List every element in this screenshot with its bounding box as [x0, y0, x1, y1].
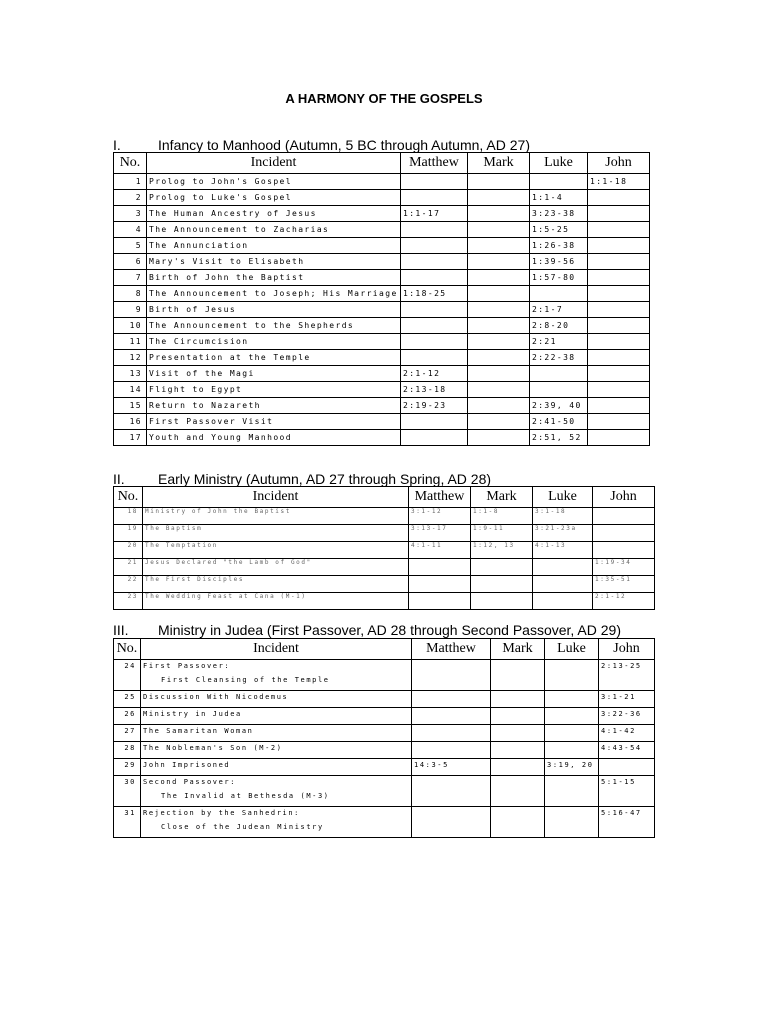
incident-cell: [141, 725, 412, 742]
matthew-ref: [401, 222, 468, 238]
row-number: 20: [114, 542, 143, 559]
luke-ref: [530, 366, 588, 382]
table-row: [114, 776, 655, 807]
incident-text: Prolog to Luke's Gospel: [149, 193, 292, 202]
luke-ref: [545, 708, 599, 725]
header-john: John: [599, 639, 655, 660]
header-no: No.: [114, 487, 143, 508]
incident-cell: [147, 270, 401, 286]
row-number: 17: [114, 430, 147, 446]
incident-text: Return to Nazareth: [149, 401, 261, 410]
table-row: [114, 190, 650, 206]
row-number: 25: [114, 691, 141, 708]
table-row: [114, 593, 655, 610]
luke-ref: 1:26-38: [530, 238, 588, 254]
incident-text: First Passover Visit: [149, 417, 274, 426]
incident-text: Second Passover:: [143, 778, 237, 786]
incident-cell: [141, 708, 412, 725]
john-ref: 4:1-42: [599, 725, 655, 742]
incident-text: The Baptism: [145, 525, 203, 532]
incident-text: The Samaritan Woman: [143, 727, 254, 735]
matthew-ref: [412, 776, 491, 807]
mark-ref: [491, 759, 545, 776]
matthew-ref: 3:1-12: [409, 508, 471, 525]
row-number: 26: [114, 708, 141, 725]
row-number: 15: [114, 398, 147, 414]
table-row: [114, 350, 650, 366]
table-row: [114, 382, 650, 398]
john-ref: 5:1-15: [599, 776, 655, 807]
john-ref: 1:1-18: [588, 174, 650, 190]
section-title: Early Ministry (Autumn, AD 27 through Spring, AD 28): [158, 471, 492, 487]
matthew-ref: 3:13-17: [409, 525, 471, 542]
john-ref: [588, 270, 650, 286]
incident-text: The Wedding Feast at Cana (M-1): [145, 593, 307, 600]
matthew-ref: [401, 302, 468, 318]
john-ref: [599, 759, 655, 776]
row-number: 10: [114, 318, 147, 334]
mark-ref: [468, 302, 530, 318]
matthew-ref: [401, 190, 468, 206]
luke-ref: 1:5-25: [530, 222, 588, 238]
table-row: [114, 318, 650, 334]
incident-cell: [147, 206, 401, 222]
row-number: 7: [114, 270, 147, 286]
header-mark: Mark: [491, 639, 545, 660]
john-ref: [588, 286, 650, 302]
incident-cell: [147, 350, 401, 366]
incident-subtext: The Invalid at Bethesda (M-3): [161, 792, 330, 800]
row-number: 12: [114, 350, 147, 366]
table-row: [114, 222, 650, 238]
row-number: 16: [114, 414, 147, 430]
table-row: [114, 525, 655, 542]
incident-cell: [143, 508, 409, 525]
table-row: [114, 725, 655, 742]
matthew-ref: [412, 807, 491, 838]
incident-text: The Announcement to the Shepherds: [149, 321, 355, 330]
incident-text: Prolog to John's Gospel: [149, 177, 292, 186]
row-number: 19: [114, 525, 143, 542]
luke-ref: 3:19, 20: [545, 759, 599, 776]
incident-text: The Human Ancestry of Jesus: [149, 209, 317, 218]
incident-cell: [147, 366, 401, 382]
matthew-ref: [409, 576, 471, 593]
incident-cell: [147, 238, 401, 254]
john-ref: [588, 238, 650, 254]
luke-ref: [530, 382, 588, 398]
incident-text: The Nobleman's Son (M-2): [143, 744, 283, 752]
table-row: [114, 270, 650, 286]
john-ref: [588, 254, 650, 270]
header-mark: Mark: [468, 153, 530, 174]
john-ref: [593, 525, 655, 542]
matthew-ref: [412, 725, 491, 742]
john-ref: 1:35-51: [593, 576, 655, 593]
incident-text: John Imprisoned: [143, 761, 231, 769]
incident-text: First Passover:: [143, 662, 231, 670]
header-matthew: Matthew: [401, 153, 468, 174]
luke-ref: 1:1-4: [530, 190, 588, 206]
luke-ref: [533, 593, 593, 610]
mark-ref: [471, 559, 533, 576]
mark-ref: [468, 334, 530, 350]
incident-text: Jesus Declared "the Lamb of God": [145, 559, 312, 566]
row-number: 24: [114, 660, 141, 691]
john-ref: 1:19-34: [593, 559, 655, 576]
table-row: [114, 691, 655, 708]
incident-text: The Annunciation: [149, 241, 249, 250]
table-row: [114, 807, 655, 838]
luke-ref: 3:23-38: [530, 206, 588, 222]
john-ref: 3:1-21: [599, 691, 655, 708]
incident-text: The Circumcision: [149, 337, 249, 346]
section-heading-1: [113, 137, 530, 153]
john-ref: [588, 430, 650, 446]
mark-ref: [491, 691, 545, 708]
mark-ref: [468, 270, 530, 286]
mark-ref: [471, 576, 533, 593]
mark-ref: 1:1-8: [471, 508, 533, 525]
row-number: 2: [114, 190, 147, 206]
john-ref: [588, 302, 650, 318]
table-row: [114, 254, 650, 270]
harmony-table-section-3: [113, 638, 655, 838]
luke-ref: [545, 742, 599, 759]
mark-ref: [491, 725, 545, 742]
row-number: 14: [114, 382, 147, 398]
header-matthew: Matthew: [409, 487, 471, 508]
incident-text: Mary's Visit to Elisabeth: [149, 257, 305, 266]
incident-subtext: Close of the Judean Ministry: [161, 823, 324, 831]
harmony-table-section-2: [113, 486, 655, 610]
incident-text: Youth and Young Manhood: [149, 433, 292, 442]
matthew-ref: [401, 318, 468, 334]
incident-cell: [143, 525, 409, 542]
john-ref: [588, 206, 650, 222]
john-ref: [588, 222, 650, 238]
table-row: [114, 414, 650, 430]
mark-ref: [468, 190, 530, 206]
table-row: [114, 174, 650, 190]
incident-text: Flight to Egypt: [149, 385, 243, 394]
header-incident: Incident: [143, 487, 409, 508]
luke-ref: 1:39-56: [530, 254, 588, 270]
row-number: 21: [114, 559, 143, 576]
luke-ref: [530, 286, 588, 302]
mark-ref: [491, 807, 545, 838]
table-row: [114, 430, 650, 446]
incident-cell: [147, 174, 401, 190]
matthew-ref: 1:1-17: [401, 206, 468, 222]
matthew-ref: [401, 270, 468, 286]
john-ref: [588, 382, 650, 398]
row-number: 11: [114, 334, 147, 350]
table-row: [114, 286, 650, 302]
john-ref: [588, 190, 650, 206]
header-incident: Incident: [141, 639, 412, 660]
matthew-ref: 2:19-23: [401, 398, 468, 414]
table-row: [114, 366, 650, 382]
matthew-ref: [409, 593, 471, 610]
incident-text: The Temptation: [145, 542, 218, 549]
matthew-ref: 14:3-5: [412, 759, 491, 776]
luke-ref: 2:41-50: [530, 414, 588, 430]
luke-ref: 2:1-7: [530, 302, 588, 318]
table-row: [114, 302, 650, 318]
row-number: 22: [114, 576, 143, 593]
table-row: [114, 334, 650, 350]
section-number: II.: [113, 471, 125, 487]
row-number: 31: [114, 807, 141, 838]
incident-cell: [147, 254, 401, 270]
matthew-ref: [412, 660, 491, 691]
row-number: 23: [114, 593, 143, 610]
table-row: [114, 238, 650, 254]
incident-cell: [147, 414, 401, 430]
row-number: 6: [114, 254, 147, 270]
mark-ref: [491, 742, 545, 759]
matthew-ref: [412, 691, 491, 708]
document-title: A HARMONY OF THE GOSPELS: [285, 91, 483, 106]
row-number: 8: [114, 286, 147, 302]
matthew-ref: [401, 174, 468, 190]
row-number: 18: [114, 508, 143, 525]
mark-ref: [468, 366, 530, 382]
section-title: Ministry in Judea (First Passover, AD 28 through Second Passover, AD 29): [158, 622, 621, 638]
john-ref: 4:43-54: [599, 742, 655, 759]
incident-cell: [147, 430, 401, 446]
row-number: 1: [114, 174, 147, 190]
header-john: John: [593, 487, 655, 508]
john-ref: [593, 542, 655, 559]
mark-ref: [468, 206, 530, 222]
incident-cell: [141, 691, 412, 708]
matthew-ref: [409, 559, 471, 576]
luke-ref: 2:22-38: [530, 350, 588, 366]
john-ref: [588, 334, 650, 350]
mark-ref: [468, 174, 530, 190]
luke-ref: 2:39, 40: [530, 398, 588, 414]
luke-ref: [545, 725, 599, 742]
incident-cell: [147, 318, 401, 334]
header-no: No.: [114, 153, 147, 174]
incident-text: Discussion With Nicodemus: [143, 693, 289, 701]
luke-ref: 2:21: [530, 334, 588, 350]
mark-ref: 1:9-11: [471, 525, 533, 542]
row-number: 29: [114, 759, 141, 776]
john-ref: [588, 318, 650, 334]
incident-cell: [147, 382, 401, 398]
incident-cell: [141, 742, 412, 759]
mark-ref: [468, 382, 530, 398]
mark-ref: 1:12, 13: [471, 542, 533, 559]
incident-text: Presentation at the Temple: [149, 353, 311, 362]
section-number: III.: [113, 622, 129, 638]
matthew-ref: [401, 414, 468, 430]
row-number: 4: [114, 222, 147, 238]
john-ref: 2:13-25: [599, 660, 655, 691]
john-ref: [593, 508, 655, 525]
matthew-ref: [401, 350, 468, 366]
incident-cell: [141, 776, 412, 807]
row-number: 27: [114, 725, 141, 742]
row-number: 30: [114, 776, 141, 807]
mark-ref: [468, 254, 530, 270]
incident-cell: [147, 190, 401, 206]
table-row: [114, 206, 650, 222]
luke-ref: 3:21-23a: [533, 525, 593, 542]
incident-cell: [147, 222, 401, 238]
header-matthew: Matthew: [412, 639, 491, 660]
john-ref: [588, 398, 650, 414]
matthew-ref: 2:1-12: [401, 366, 468, 382]
header-luke: Luke: [533, 487, 593, 508]
mark-ref: [468, 318, 530, 334]
row-number: 28: [114, 742, 141, 759]
harmony-table-section-1: [113, 152, 650, 446]
mark-ref: [491, 660, 545, 691]
row-number: 9: [114, 302, 147, 318]
john-ref: [588, 366, 650, 382]
incident-cell: [143, 559, 409, 576]
row-number: 3: [114, 206, 147, 222]
mark-ref: [468, 398, 530, 414]
incident-cell: [147, 302, 401, 318]
matthew-ref: [401, 238, 468, 254]
incident-cell: [141, 807, 412, 838]
incident-cell: [147, 334, 401, 350]
header-mark: Mark: [471, 487, 533, 508]
luke-ref: 2:8-20: [530, 318, 588, 334]
luke-ref: 3:1-18: [533, 508, 593, 525]
table-row: [114, 742, 655, 759]
luke-ref: [533, 576, 593, 593]
matthew-ref: [401, 334, 468, 350]
table-row: [114, 576, 655, 593]
john-ref: 2:1-12: [593, 593, 655, 610]
john-ref: 5:16-47: [599, 807, 655, 838]
matthew-ref: [401, 254, 468, 270]
table-row: [114, 542, 655, 559]
section-heading-2: [113, 471, 491, 487]
table-row: [114, 398, 650, 414]
matthew-ref: 2:13-18: [401, 382, 468, 398]
incident-text: The Announcement to Joseph; His Marriage: [149, 289, 398, 298]
table-row: [114, 559, 655, 576]
incident-cell: [143, 542, 409, 559]
matthew-ref: [401, 430, 468, 446]
mark-ref: [491, 708, 545, 725]
incident-cell: [147, 398, 401, 414]
luke-ref: [545, 807, 599, 838]
matthew-ref: 4:1-11: [409, 542, 471, 559]
matthew-ref: 1:18-25: [401, 286, 468, 302]
incident-cell: [141, 660, 412, 691]
incident-cell: [147, 286, 401, 302]
mark-ref: [491, 776, 545, 807]
incident-text: Birth of John the Baptist: [149, 273, 305, 282]
john-ref: 3:22-36: [599, 708, 655, 725]
mark-ref: [468, 238, 530, 254]
luke-ref: [545, 691, 599, 708]
incident-text: Rejection by the Sanhedrin:: [143, 809, 300, 817]
incident-text: The First Disciples: [145, 576, 245, 583]
table-row: [114, 708, 655, 725]
incident-text: Birth of Jesus: [149, 305, 237, 314]
section-heading-3: [113, 622, 621, 638]
mark-ref: [471, 593, 533, 610]
luke-ref: [545, 776, 599, 807]
luke-ref: [530, 174, 588, 190]
john-ref: [588, 350, 650, 366]
incident-subtext: First Cleansing of the Temple: [161, 676, 330, 684]
row-number: 5: [114, 238, 147, 254]
mark-ref: [468, 222, 530, 238]
luke-ref: 2:51, 52: [530, 430, 588, 446]
luke-ref: [545, 660, 599, 691]
matthew-ref: [412, 708, 491, 725]
luke-ref: 4:1-13: [533, 542, 593, 559]
header-no: No.: [114, 639, 141, 660]
header-john: John: [588, 153, 650, 174]
matthew-ref: [412, 742, 491, 759]
mark-ref: [468, 286, 530, 302]
section-title: Infancy to Manhood (Autumn, 5 BC through Autumn, AD 27): [158, 137, 530, 153]
incident-text: Ministry of John the Baptist: [145, 508, 291, 515]
incident-text: Visit of the Magi: [149, 369, 255, 378]
row-number: 13: [114, 366, 147, 382]
incident-text: The Announcement to Zacharias: [149, 225, 330, 234]
luke-ref: 1:57-80: [530, 270, 588, 286]
header-incident: Incident: [147, 153, 401, 174]
table-row: [114, 508, 655, 525]
section-number: I.: [113, 137, 121, 153]
mark-ref: [468, 350, 530, 366]
luke-ref: [533, 559, 593, 576]
mark-ref: [468, 414, 530, 430]
header-luke: Luke: [530, 153, 588, 174]
incident-text: Ministry in Judea: [143, 710, 242, 718]
john-ref: [588, 414, 650, 430]
table-row: [114, 759, 655, 776]
incident-cell: [143, 593, 409, 610]
incident-cell: [141, 759, 412, 776]
incident-cell: [143, 576, 409, 593]
header-luke: Luke: [545, 639, 599, 660]
mark-ref: [468, 430, 530, 446]
table-row: [114, 660, 655, 691]
